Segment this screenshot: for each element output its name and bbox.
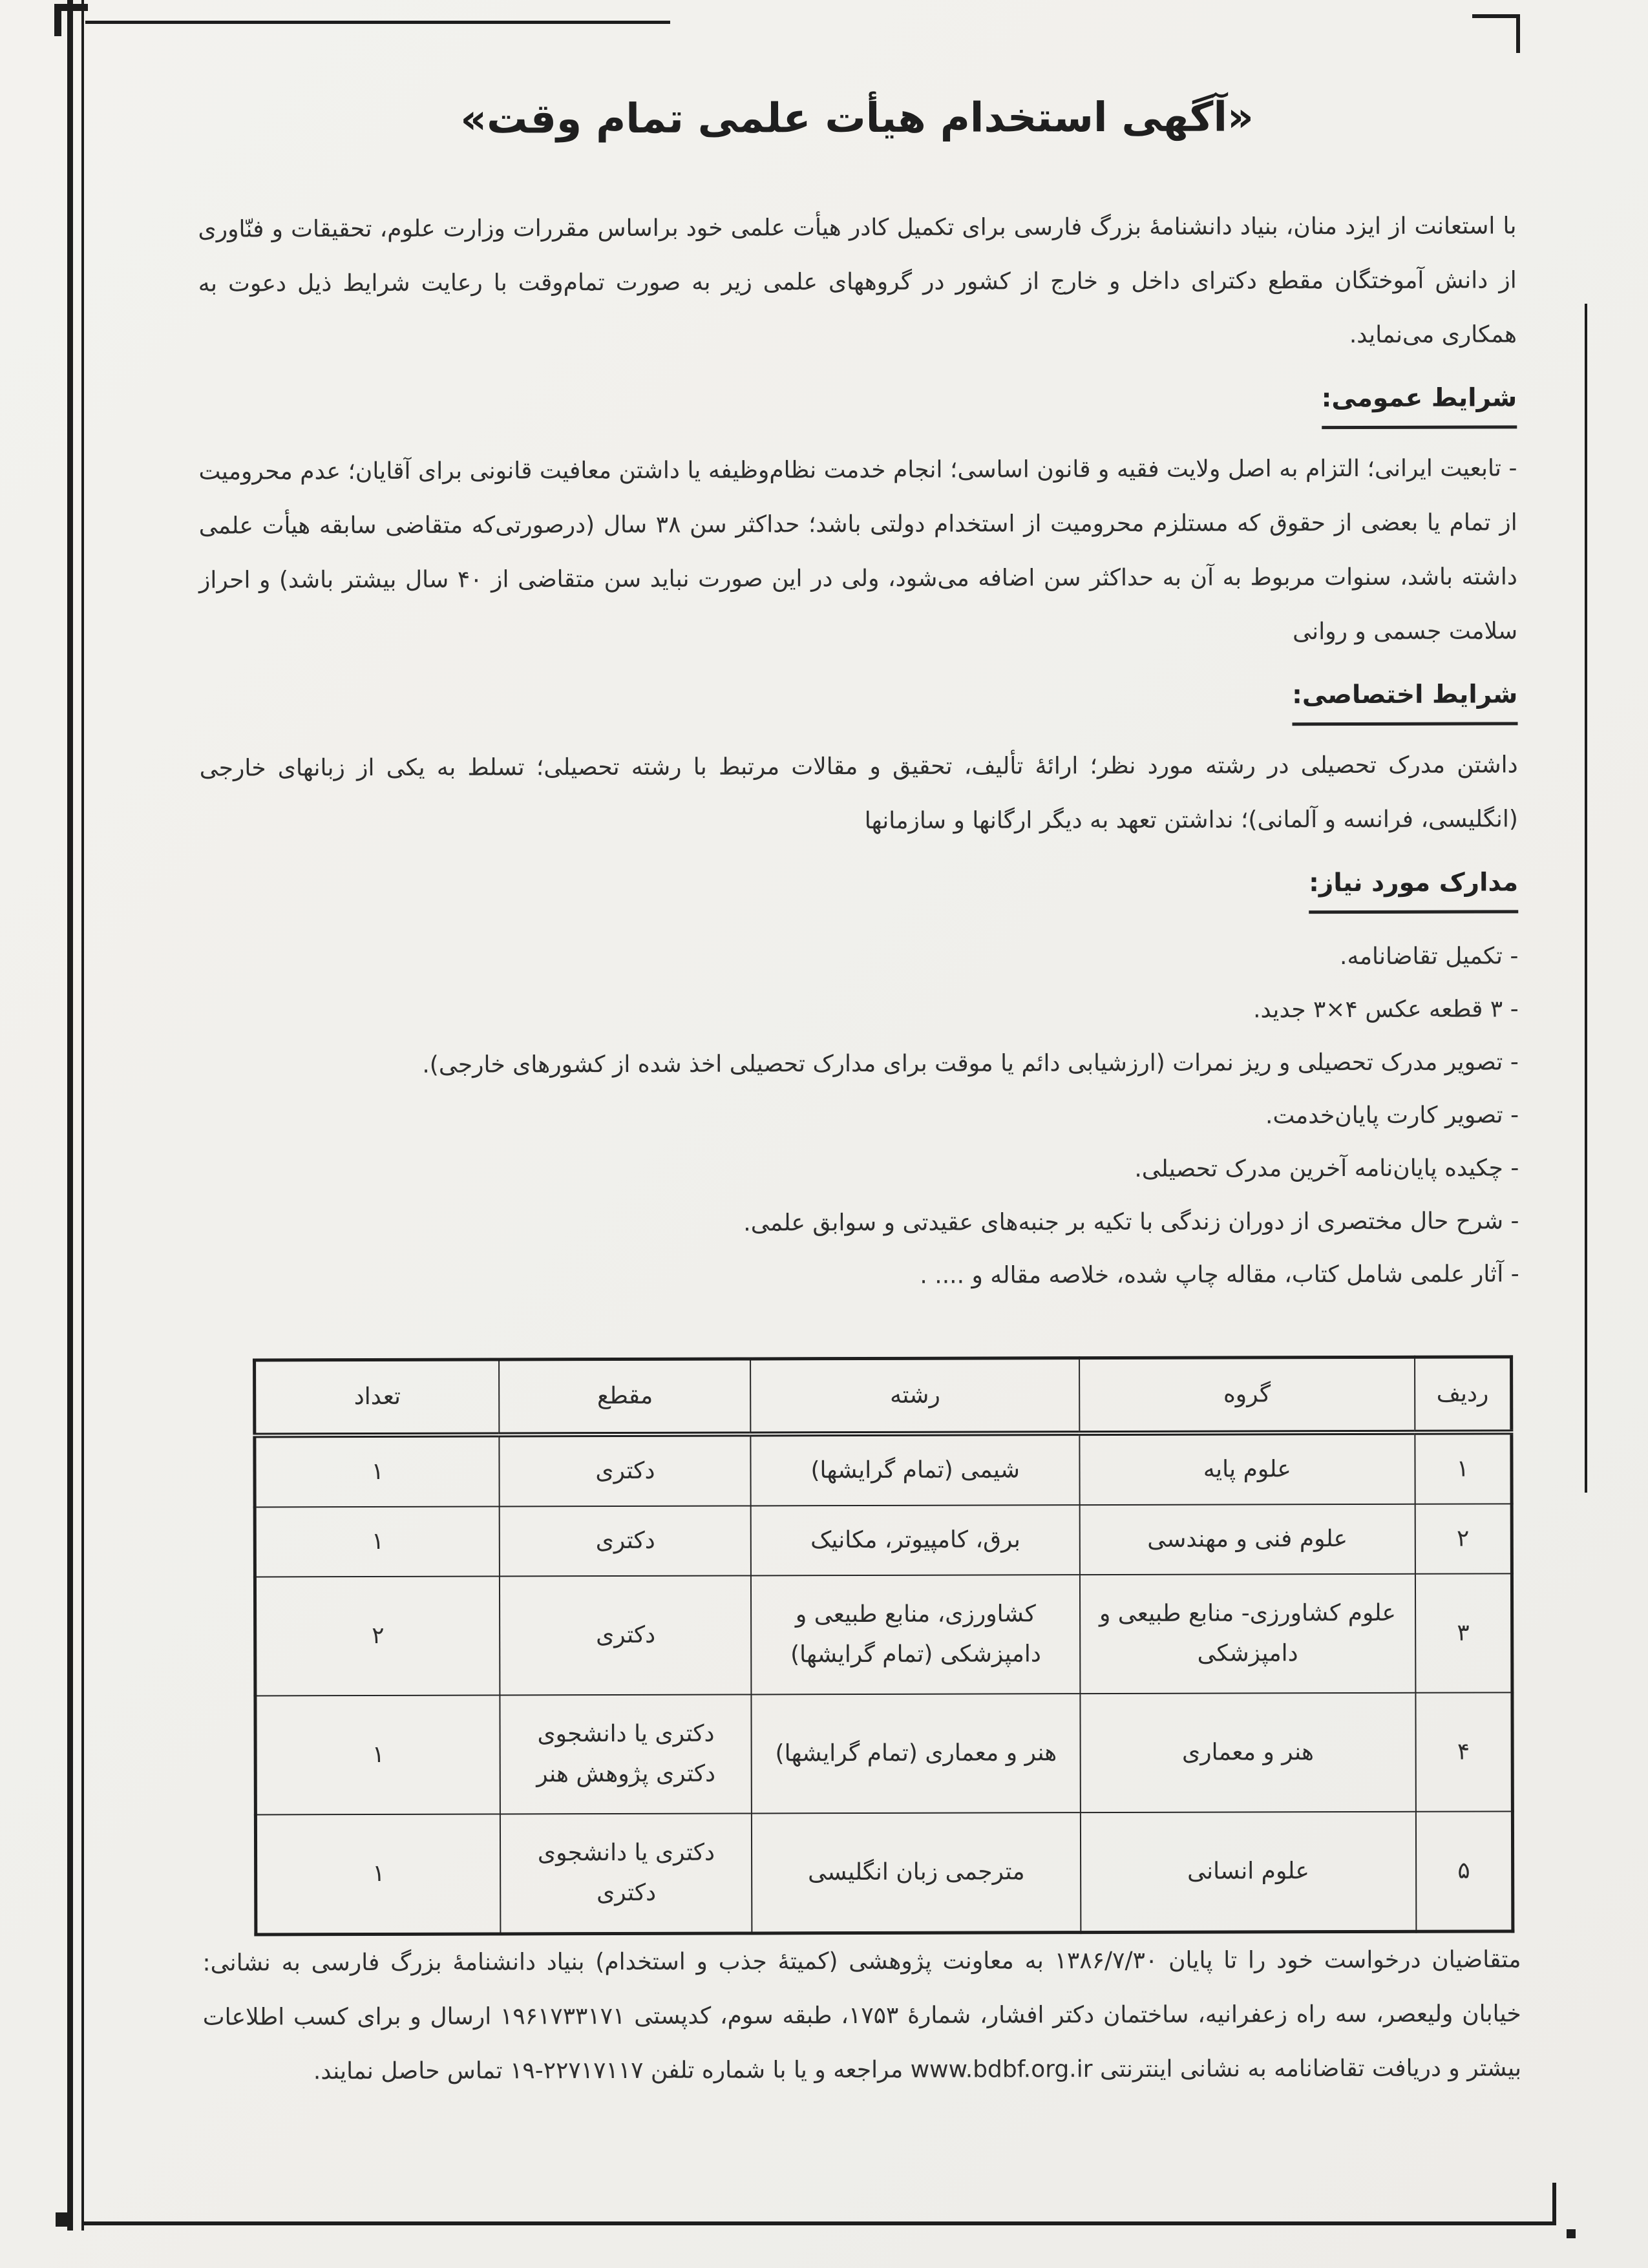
table-row	[255, 1573, 1512, 1696]
frame-corner-bottom-left	[56, 2212, 70, 2227]
cell-count: ۱	[255, 1506, 500, 1577]
cell-level: دکتری	[500, 1434, 751, 1506]
col-header-count: تعداد	[255, 1360, 500, 1435]
table-row	[255, 1692, 1512, 1814]
list-item: - آثار علمی شامل کتاب، مقاله چاپ شده، خلاصه مقاله و .... .	[920, 1261, 1519, 1289]
section-required-documents	[200, 846, 1519, 1304]
specific-conditions-body: داشتن مدرک تحصیلی در رشته مورد نظر؛ ارائۀ تألیف، تحقیق و مقالات مرتبط با رشته تحصیلی؛ تسلط به یکی از زبانهای خارجی (انگلیسی، فرانسه و آلمانی)؛ نداشتن تعهد به دیگر ارگانها و سازمانها	[199, 751, 1518, 834]
page-title: «آگهی استخدام هیأت علمی تمام وقت»	[460, 93, 1254, 143]
cell-group: علوم کشاورزی- منابع طبیعی و دامپزشکی	[1080, 1574, 1415, 1694]
cell-count: ۱	[255, 1434, 500, 1507]
cell-group: علوم فنی و مهندسی	[1080, 1504, 1415, 1575]
cell-row-number: ۴	[1415, 1692, 1512, 1811]
cell-group: علوم انسانی	[1081, 1812, 1416, 1933]
cell-level: دکتری یا دانشجوی دکتری	[500, 1813, 752, 1934]
frame-corner-bottom-right-dot	[1567, 2229, 1576, 2238]
document-content	[198, 92, 1521, 2099]
frame-corner-top-right	[1472, 14, 1520, 18]
cell-field: مترجمی زبان انگلیسی	[752, 1812, 1081, 1933]
cell-count: ۱	[255, 1814, 500, 1934]
general-conditions-body: - تابعیت ایرانی؛ التزام به اصل ولایت فقیه و قانون اساسی؛ انجام خدمت نظام‌وظیفه یا داشتن معافیت قانونی برای آقایان؛ عدم محرومیت از تمام یا بعضی از حقوق که مستلزم محرومیت از استخدام دولتی باشد؛ حداکثر سن ۳۸ سال (درصورتی‌که متقاضی سابقه هیأت علمی داشته باشد، سنوات مربوط به آن به حداکثر سن اضافه می‌شود، ولی در این صورت نباید سن متقاضی از ۴۰ سال بیشتر باشد) و احراز سلامت جسمی و روانی	[198, 455, 1518, 646]
col-header-group: گروه	[1079, 1357, 1415, 1433]
positions-table	[253, 1355, 1514, 1936]
frame-bottom-rule	[84, 2221, 1556, 2225]
specific-conditions-heading: شرایط اختصاصی:	[1292, 675, 1517, 726]
col-header-level: مقطع	[499, 1359, 750, 1435]
frame-left-rule-outer	[67, 0, 73, 2231]
required-documents-list	[200, 930, 1519, 1304]
cell-group: علوم پایه	[1079, 1433, 1415, 1505]
cell-row-number: ۲	[1415, 1504, 1512, 1573]
cell-level: دکتری	[500, 1506, 751, 1576]
col-header-row-number: ردیف	[1415, 1357, 1512, 1433]
list-item: - چکیده پایان‌نامه آخرین مدرک تحصیلی.	[1134, 1155, 1519, 1182]
list-item: - شرح حال مختصری از دوران زندگی با تکیه بر جنبه‌های عقیدتی و سوابق علمی.	[743, 1208, 1519, 1237]
cell-field: کشاورزی، منابع طبیعی و دامپزشکی (تمام گرایشها)	[751, 1575, 1080, 1694]
cell-count: ۲	[255, 1576, 500, 1696]
frame-corner-top-left-v	[54, 4, 61, 36]
cell-count: ۱	[255, 1695, 500, 1814]
cell-field: هنر و معماری (تمام گرایشها)	[752, 1694, 1081, 1813]
frame-top-rule	[85, 21, 670, 24]
cell-field: شیمی (تمام گرایشها)	[751, 1433, 1080, 1506]
list-item: - تصویر کارت پایان‌خدمت.	[1265, 1102, 1519, 1129]
list-item: - تصویر مدرک تحصیلی و ریز نمرات (ارزشیابی دائم یا موقت برای مدارک تحصیلی اخذ شده از کشورهای خارجی).	[422, 1049, 1519, 1078]
list-item: - تکمیل تقاضانامه.	[1339, 943, 1519, 971]
general-conditions-heading: شرایط عمومی:	[1322, 379, 1517, 429]
frame-right-rule	[1585, 304, 1587, 1493]
intro-paragraph: با استعانت از ایزد منان، بنیاد دانشنامۀ بزرگ فارسی برای تکمیل کادر هیأت علمی خود براساس مقررات وزارت علوم، تحقیقات و فنّاوری از دانش آموختگان مقطع دکترای داخل و خارج از کشور در گروههای علمی زیر به صورت تمام‌وقت با رعایت شرایط ذیل دعوت به همکاری می‌نماید.	[198, 213, 1517, 349]
frame-corner-bottom-right	[1552, 2183, 1556, 2224]
table-row	[255, 1504, 1512, 1577]
section-specific-conditions	[199, 658, 1518, 850]
list-item: - ۳ قطعه عکس ۴×۳ جدید.	[1253, 996, 1519, 1024]
frame-corner-top-right-v	[1516, 14, 1520, 53]
footer-paragraph: متقاضیان درخواست خود را تا پایان ۱۳۸۶/۷/۳۰ به معاونت پژوهشی (کمیتۀ جذب و استخدام) بنیاد دانشنامۀ بزرگ فارسی به نشانی: خیابان ولیعصر، سه راه زعفرانیه، ساختمان دکتر افشار، شمارۀ ۱۷۵۳، طبقه سوم، کدپستی ۱۹۶۱۷۳۳۱۷۱ ارسال و برای کسب اطلاعات بیشتر و دریافت تقاضانامه به نشانی اینترنتی www.bdbf.org.ir مراجعه و یا با شماره تلفن ۲۲۷۱۷۱۱۷-۱۹ تماس حاصل نمایند.	[202, 1946, 1521, 2085]
cell-row-number: ۵	[1416, 1811, 1513, 1931]
cell-row-number: ۱	[1415, 1432, 1512, 1504]
table-row	[255, 1811, 1512, 1935]
cell-level: دکتری یا دانشجوی دکتری پژوهش هنر	[500, 1694, 752, 1814]
section-general-conditions	[198, 362, 1517, 662]
cell-row-number: ۳	[1415, 1573, 1512, 1692]
table-row	[255, 1432, 1512, 1507]
required-documents-heading: مدارک مورد نیاز:	[1309, 863, 1518, 914]
cell-field: برق، کامپیوتر، مکانیک	[751, 1505, 1080, 1575]
col-header-field: رشته	[751, 1358, 1080, 1434]
frame-left-rule-inner	[81, 0, 84, 2231]
cell-group: هنر و معماری	[1080, 1693, 1415, 1812]
cell-level: دکتری	[500, 1575, 752, 1695]
table-header-row	[255, 1357, 1512, 1436]
